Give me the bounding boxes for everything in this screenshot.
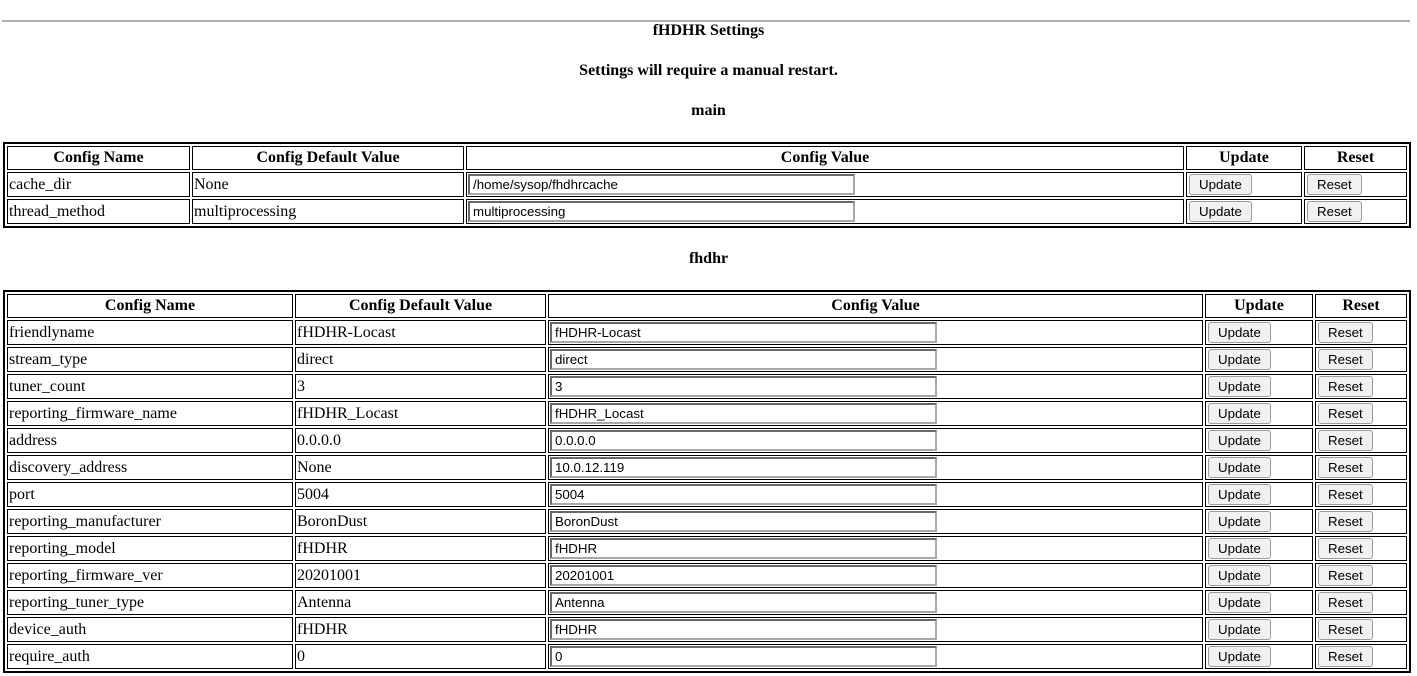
reset-button[interactable]: Reset [1318, 538, 1373, 559]
config-value-input[interactable] [550, 322, 937, 343]
config-value-cell [548, 563, 1203, 588]
config-row [7, 617, 1407, 642]
config-value-cell [466, 172, 1184, 197]
update-button[interactable]: Update [1208, 349, 1271, 370]
update-cell [1186, 199, 1302, 224]
config-row [7, 455, 1407, 480]
reset-cell [1304, 172, 1407, 197]
column-header-update: Update [1205, 294, 1313, 318]
update-cell [1205, 644, 1313, 669]
reset-button[interactable]: Reset [1318, 376, 1373, 397]
reset-cell [1315, 455, 1407, 480]
update-cell [1205, 374, 1313, 399]
reset-button[interactable]: Reset [1318, 592, 1373, 613]
config-value-cell [548, 536, 1203, 561]
config-name-cell: device_auth [7, 617, 293, 642]
top-edge-line [2, 20, 1410, 22]
column-header-update: Update [1186, 146, 1302, 170]
config-value-cell [548, 617, 1203, 642]
config-value-input[interactable] [550, 619, 937, 640]
config-row [7, 428, 1407, 453]
reset-button[interactable]: Reset [1318, 403, 1373, 424]
config-name-cell: address [7, 428, 293, 453]
reset-cell [1315, 320, 1407, 345]
config-name-cell: require_auth [7, 644, 293, 669]
reset-cell [1315, 509, 1407, 534]
config-value-cell [548, 509, 1203, 534]
config-value-cell [548, 644, 1203, 669]
config-value-cell [548, 374, 1203, 399]
reset-cell [1315, 536, 1407, 561]
config-row [7, 536, 1407, 561]
update-button[interactable]: Update [1208, 592, 1271, 613]
reset-button[interactable]: Reset [1318, 511, 1373, 532]
config-name-cell: reporting_model [7, 536, 293, 561]
config-default-cell: None [192, 172, 464, 197]
config-value-input[interactable] [550, 646, 937, 667]
page-title: fHDHR Settings [652, 22, 765, 39]
config-name-cell: stream_type [7, 347, 293, 372]
config-default-cell: 0.0.0.0 [295, 428, 546, 453]
header-row [7, 294, 1407, 318]
reset-cell [1315, 428, 1407, 453]
config-name-cell: reporting_firmware_name [7, 401, 293, 426]
config-default-cell: 0 [295, 644, 546, 669]
config-row [7, 199, 1407, 224]
config-row [7, 347, 1407, 372]
update-button[interactable]: Update [1208, 457, 1271, 478]
config-section [3, 102, 1414, 228]
update-cell [1205, 590, 1313, 615]
config-default-cell: multiprocessing [192, 199, 464, 224]
reset-cell [1315, 563, 1407, 588]
config-value-input[interactable] [550, 511, 937, 532]
config-default-cell: fHDHR_Locast [295, 401, 546, 426]
column-header-default-value: Config Default Value [192, 146, 464, 170]
settings-sections [3, 102, 1414, 673]
update-button[interactable]: Update [1208, 322, 1271, 343]
column-header-reset: Reset [1304, 146, 1407, 170]
config-default-cell: BoronDust [295, 509, 546, 534]
update-cell [1205, 482, 1313, 507]
column-header-reset: Reset [1315, 294, 1407, 318]
update-cell [1205, 617, 1313, 642]
config-value-cell [548, 428, 1203, 453]
update-cell [1205, 347, 1313, 372]
update-cell [1205, 455, 1313, 480]
update-button[interactable]: Update [1208, 376, 1271, 397]
update-cell [1205, 509, 1313, 534]
config-name-cell: tuner_count [7, 374, 293, 399]
config-default-cell: fHDHR [295, 536, 546, 561]
update-button[interactable]: Update [1208, 538, 1271, 559]
config-row [7, 401, 1407, 426]
config-value-cell [548, 455, 1203, 480]
reset-button[interactable]: Reset [1318, 565, 1373, 586]
config-value-cell [548, 401, 1203, 426]
column-header-config-value: Config Value [548, 294, 1203, 318]
update-cell [1205, 320, 1313, 345]
reset-button[interactable]: Reset [1318, 484, 1373, 505]
config-value-input[interactable] [550, 457, 937, 478]
config-name-cell: friendlyname [7, 320, 293, 345]
config-value-input[interactable] [550, 565, 937, 586]
update-cell [1205, 536, 1313, 561]
config-row [7, 320, 1407, 345]
config-section [3, 250, 1414, 673]
config-value-cell [548, 320, 1203, 345]
column-header-config-name: Config Name [7, 294, 293, 318]
reset-cell [1315, 644, 1407, 669]
config-default-cell: direct [295, 347, 546, 372]
update-button[interactable]: Update [1208, 565, 1271, 586]
reset-cell [1315, 617, 1407, 642]
config-default-cell: None [295, 455, 546, 480]
config-default-cell: fHDHR [295, 617, 546, 642]
update-button[interactable]: Update [1208, 619, 1271, 640]
config-value-input[interactable] [468, 174, 855, 195]
update-button[interactable]: Update [1208, 511, 1271, 532]
update-button[interactable]: Update [1208, 646, 1271, 667]
update-cell [1186, 172, 1302, 197]
config-default-cell: fHDHR-Locast [295, 320, 546, 345]
reset-button[interactable]: Reset [1307, 201, 1362, 222]
config-value-input[interactable] [550, 430, 937, 451]
header-row [7, 146, 1407, 170]
reset-button[interactable]: Reset [1318, 349, 1373, 370]
column-header-default-value: Config Default Value [295, 294, 546, 318]
config-row [7, 644, 1407, 669]
config-value-input[interactable] [550, 376, 937, 397]
config-name-cell: discovery_address [7, 455, 293, 480]
config-row [7, 482, 1407, 507]
reset-button[interactable]: Reset [1318, 430, 1373, 451]
reset-button[interactable]: Reset [1318, 619, 1373, 640]
reset-cell [1304, 199, 1407, 224]
reset-button[interactable]: Reset [1318, 322, 1373, 343]
section-heading: main [691, 102, 726, 119]
config-value-input[interactable] [550, 349, 937, 370]
config-default-cell: Antenna [295, 590, 546, 615]
reset-cell [1315, 482, 1407, 507]
config-value-input[interactable] [468, 201, 855, 222]
reset-cell [1315, 590, 1407, 615]
config-name-cell: reporting_manufacturer [7, 509, 293, 534]
restart-notice: Settings will require a manual restart. [579, 62, 838, 79]
config-value-cell [548, 347, 1203, 372]
config-name-cell: reporting_firmware_ver [7, 563, 293, 588]
config-default-cell: 5004 [295, 482, 546, 507]
config-row [7, 172, 1407, 197]
config-value-cell [548, 590, 1203, 615]
reset-button[interactable]: Reset [1318, 646, 1373, 667]
update-cell [1205, 563, 1313, 588]
column-header-config-value: Config Value [466, 146, 1184, 170]
config-row [7, 374, 1407, 399]
config-value-input[interactable] [550, 538, 937, 559]
section-heading: fhdhr [688, 250, 729, 267]
update-button[interactable]: Update [1208, 430, 1271, 451]
config-name-cell: cache_dir [7, 172, 190, 197]
config-name-cell: port [7, 482, 293, 507]
config-value-input[interactable] [550, 403, 937, 424]
reset-button[interactable]: Reset [1307, 174, 1362, 195]
config-value-input[interactable] [550, 592, 937, 613]
config-value-cell [548, 482, 1203, 507]
config-table-fhdhr [3, 290, 1411, 673]
reset-cell [1315, 374, 1407, 399]
update-cell [1205, 401, 1313, 426]
reset-cell [1315, 347, 1407, 372]
column-header-config-name: Config Name [7, 146, 190, 170]
config-table-main [3, 142, 1411, 228]
update-button[interactable]: Update [1189, 201, 1252, 222]
update-cell [1205, 428, 1313, 453]
config-row [7, 590, 1407, 615]
config-default-cell: 3 [295, 374, 546, 399]
config-value-input[interactable] [550, 484, 937, 505]
config-row [7, 563, 1407, 588]
reset-button[interactable]: Reset [1318, 457, 1373, 478]
config-default-cell: 20201001 [295, 563, 546, 588]
config-name-cell: reporting_tuner_type [7, 590, 293, 615]
reset-cell [1315, 401, 1407, 426]
config-value-cell [466, 199, 1184, 224]
config-row [7, 509, 1407, 534]
update-button[interactable]: Update [1189, 174, 1252, 195]
update-button[interactable]: Update [1208, 403, 1271, 424]
config-name-cell: thread_method [7, 199, 190, 224]
update-button[interactable]: Update [1208, 484, 1271, 505]
